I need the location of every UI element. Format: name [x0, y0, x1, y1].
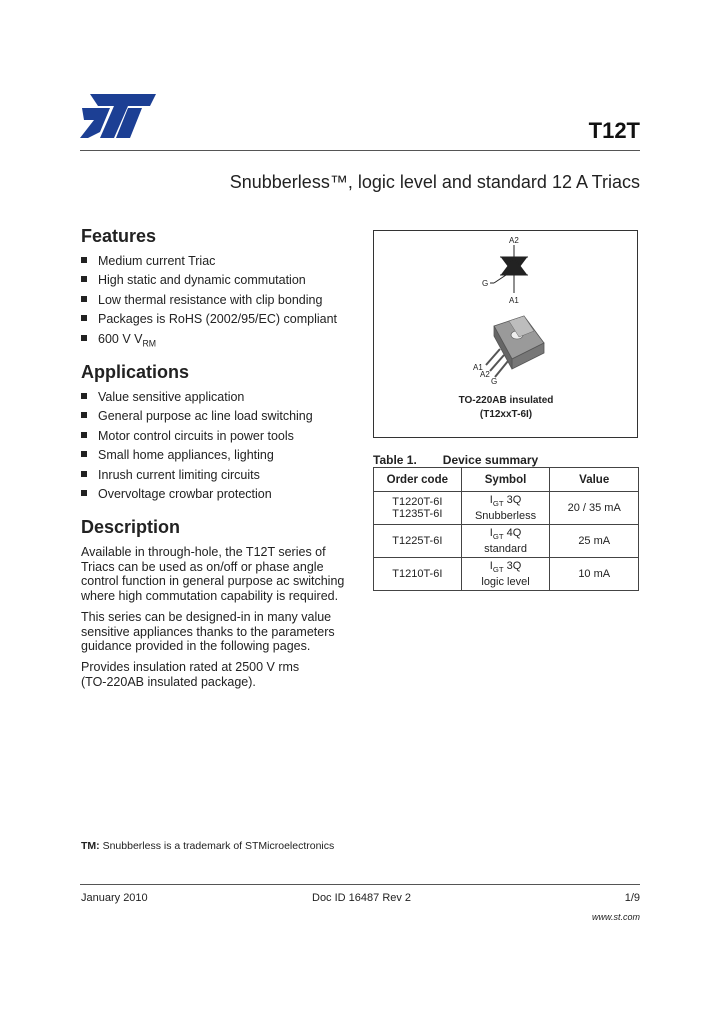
- bullet-icon: [81, 276, 87, 282]
- bullet-icon: [81, 432, 87, 438]
- list-item: Medium current Triac: [81, 252, 337, 271]
- bullet-icon: [81, 412, 87, 418]
- list-item: Value sensitive application: [81, 388, 313, 407]
- list-item: High static and dynamic commutation: [81, 271, 337, 290]
- applications-list: [81, 388, 313, 504]
- package-a2-label: A2: [480, 370, 490, 379]
- table-row: [374, 558, 639, 591]
- footer-date: January 2010: [81, 892, 148, 904]
- description-paragraph-1: Available in through-hole, the T12T series of Triacs can be used as on/off or phase angle control function in general purpose ac switching where high commutation capability is required.: [81, 545, 345, 603]
- figure-caption-line1: TO-220AB insulated: [458, 395, 554, 406]
- bullet-icon: [81, 296, 87, 302]
- description-paragraph-2: This series can be designed-in in many value sensitive appliances thanks to the parameters guidance provided in the following pages.: [81, 610, 335, 653]
- order-code-cell: T1210T-6I: [374, 558, 462, 591]
- footer-doc-id: Doc ID 16487 Rev 2: [312, 892, 412, 904]
- document-subtitle: Snubberless™, logic level and standard 12 A Triacs: [229, 172, 640, 192]
- list-item: 600 V $V_{RM}$: [81, 330, 337, 349]
- list-item: Inrush current limiting circuits: [81, 466, 313, 485]
- list-item: Packages is RoHS (2002/95/EC) compliant: [81, 310, 337, 329]
- bullet-icon: [81, 315, 87, 321]
- value-cell: 25 mA: [550, 525, 639, 558]
- symbol-a2-label: A2: [509, 236, 519, 245]
- table-caption: Table 1. Device summary: [373, 453, 539, 467]
- package-a1-label: A1: [473, 363, 483, 372]
- order-code-cell: T1225T-6I: [374, 525, 462, 558]
- table-row: [374, 492, 639, 525]
- table-header-row: [374, 468, 639, 492]
- list-item: Overvoltage crowbar protection: [81, 485, 313, 504]
- to220-package-icon: [486, 316, 544, 377]
- list-item: Motor control circuits in power tools: [81, 427, 313, 446]
- bullet-icon: [81, 490, 87, 496]
- list-item: Low thermal resistance with clip bonding: [81, 291, 337, 310]
- triac-symbol-icon: [490, 245, 528, 293]
- triac-diagram: [374, 231, 637, 437]
- list-item: Small home appliances, lighting: [81, 446, 313, 465]
- bullet-icon: [81, 335, 87, 341]
- features-heading: Features: [81, 226, 157, 246]
- footer-page-number: 1/9: [624, 892, 640, 904]
- figure-caption-line2: (T12xxT-6I): [479, 409, 533, 420]
- order-code-cell: T1220T-6I T1235T-6I: [374, 492, 462, 525]
- footer-rule: [80, 884, 640, 885]
- value-cell: 10 mA: [550, 558, 639, 591]
- description-heading: Description: [81, 517, 181, 537]
- column-header: Order code: [374, 468, 462, 492]
- website-link[interactable]: www.st.com: [591, 912, 640, 922]
- applications-heading: Applications: [81, 362, 190, 382]
- bullet-icon: [81, 451, 87, 457]
- symbol-g-label: G: [482, 279, 489, 288]
- features-list: [81, 252, 337, 349]
- st-logo: [80, 94, 156, 140]
- column-header: Symbol: [461, 468, 550, 492]
- list-item: General purpose ac line load switching: [81, 407, 313, 426]
- package-figure: [373, 230, 638, 438]
- trademark-note: TM: Snubberless is a trademark of STMicroelectronics: [81, 840, 335, 852]
- symbol-a1-label: A1: [509, 296, 519, 305]
- bullet-icon: [81, 257, 87, 263]
- table-row: [374, 525, 639, 558]
- part-number: T12T: [588, 118, 640, 143]
- value-cell: 20 / 35 mA: [550, 492, 639, 525]
- bullet-icon: [81, 393, 87, 399]
- bullet-icon: [81, 471, 87, 477]
- symbol-cell: $I_{GT}$ 3Q Snubberless: [461, 492, 550, 525]
- symbol-cell: $I_{GT}$ 3Q logic level: [461, 558, 550, 591]
- column-header: Value: [550, 468, 639, 492]
- device-summary-table: [373, 467, 639, 591]
- package-g-label: G: [491, 377, 498, 386]
- header-rule: [80, 150, 640, 151]
- description-paragraph-3: Provides insulation rated at 2500 V rms (TO-220AB insulated package).: [81, 660, 300, 689]
- symbol-cell: $I_{GT}$ 4Q standard: [461, 525, 550, 558]
